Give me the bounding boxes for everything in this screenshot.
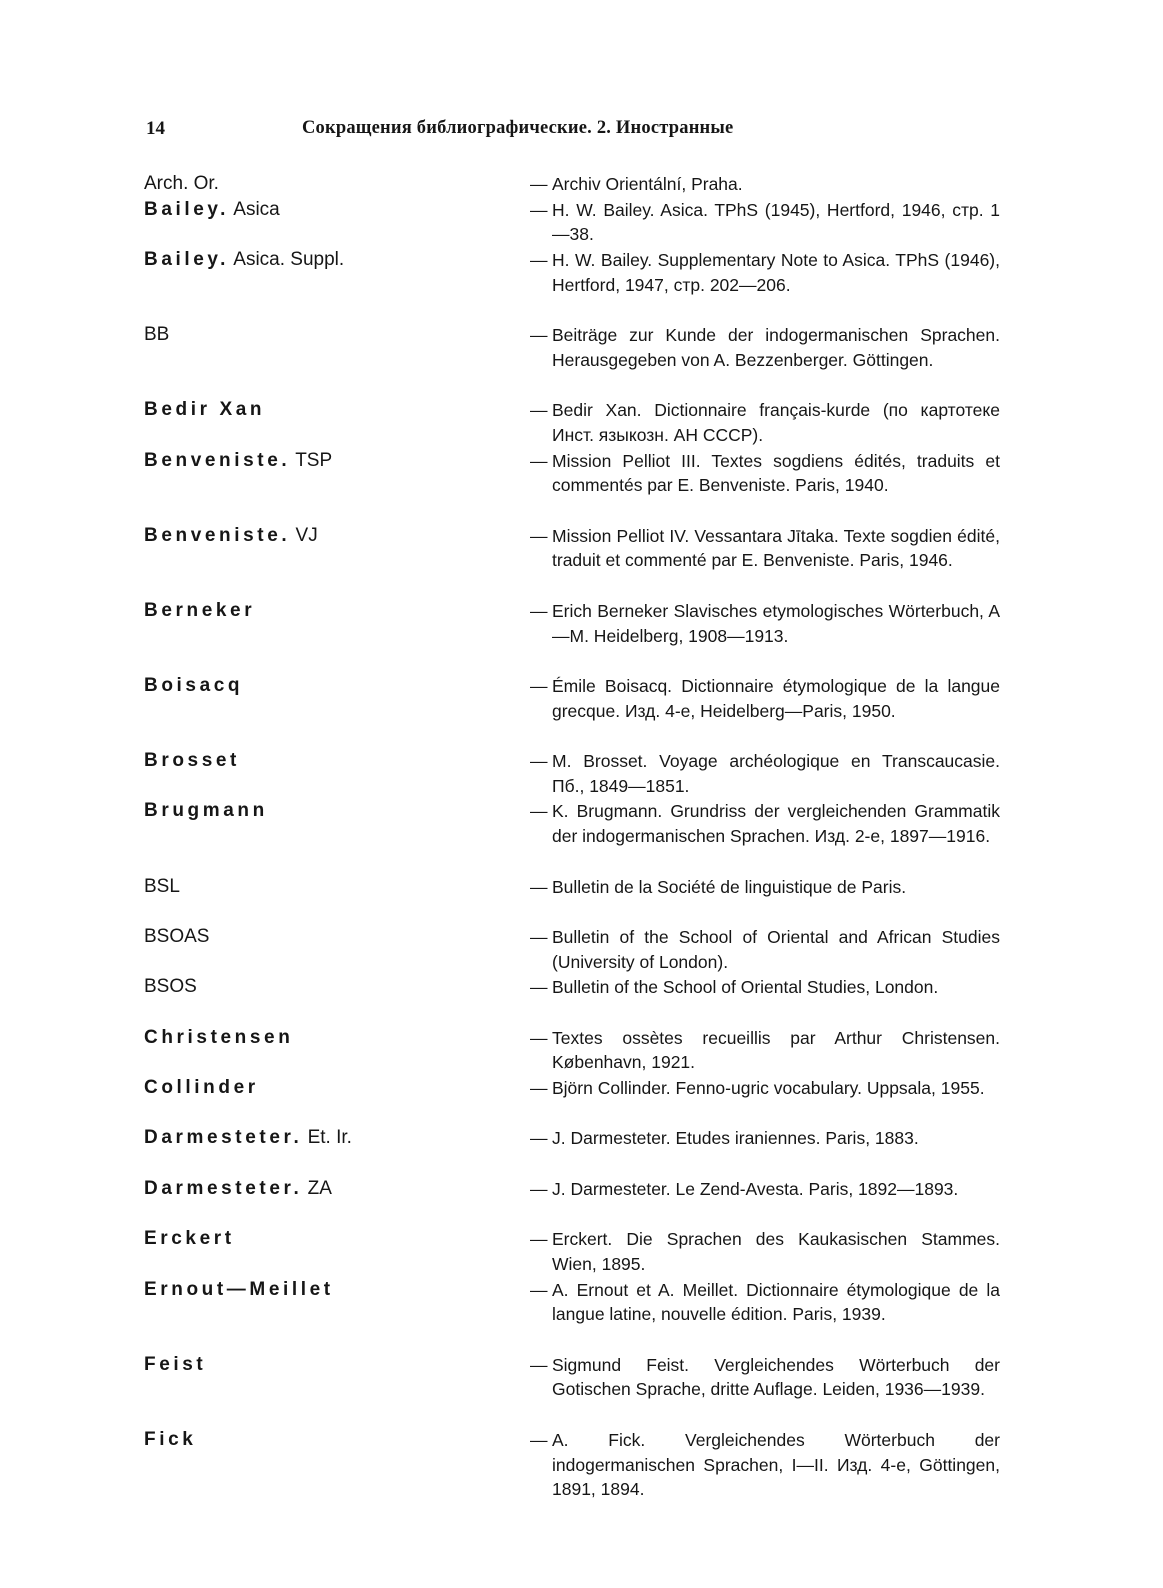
bibliography-entry — [0, 198, 1163, 247]
entry-abbreviation: Fick — [144, 1428, 197, 1450]
entry-definition: — Mission Pelliot IV. Vessantara Jītaka. Texte sogdien édité, traduit et commenté par E. Benveniste. Paris, 1946. — [530, 525, 1000, 571]
entry-abbreviation: Bailey. Asica. Suppl. — [144, 249, 345, 271]
entry-definition: — Beiträge zur Kunde der indogermanischen Sprachen. Herausgegeben von A. Bezzenberger. Göttingen. — [530, 325, 1000, 370]
bibliography-entry — [0, 1353, 1163, 1427]
entry-abbreviation: Bailey. Asica — [144, 198, 280, 220]
bibliography-entry — [0, 1076, 1163, 1125]
entry-definition: — H. W. Bailey. Supplementary Note to Asica. TPhS (1946), Hertford, 1947, стр. 202—206. — [530, 250, 1000, 295]
entry-abbreviation: Ernout—Meillet — [144, 1278, 334, 1300]
entry-definition: — Björn Collinder. Fenno-ugric vocabulary. Uppsala, 1955. — [530, 1078, 985, 1099]
entry-abbreviation: BB — [144, 324, 170, 346]
entry-definition: — Erckert. Die Sprachen des Kaukasischen Stammes. Wien, 1895. — [530, 1229, 1000, 1274]
entry-definition: — Bulletin de la Société de linguistique de Paris. — [530, 876, 907, 897]
entry-definition: — A. Fick. Vergleichendes Wörterbuch der indogermanischen Sprachen, I—II. Изд. 4-е, Göttingen, 1891, 1894. — [530, 1429, 1000, 1500]
entry-abbreviation: Erckert — [144, 1228, 235, 1250]
entry-abbreviation: BSOS — [144, 976, 197, 998]
entry-abbreviation: Brosset — [144, 750, 240, 772]
entry-abbreviation: Bedir Xan — [144, 399, 266, 421]
entry-definition: — M. Brosset. Voyage archéologique en Transcaucasie. Пб., 1849—1851. — [530, 751, 1000, 796]
entry-abbreviation: Darmesteter. ZA — [144, 1177, 332, 1199]
bibliography-entry — [0, 248, 1163, 322]
running-title: Сокращения библиографические. 2. Иностранные — [302, 118, 734, 138]
bibliography-entry — [0, 1428, 1163, 1502]
entry-definition: — Archiv Orientální, Praha. — [530, 174, 743, 194]
bibliography-list — [0, 172, 1163, 1503]
entry-definition: — J. Darmesteter. Le Zend-Avesta. Paris, 1892—1893. — [530, 1178, 959, 1199]
entry-definition: — Bedir Xan. Dictionnaire français-kurde (по картотеке Инст. языкозн. АН СССР). — [530, 400, 1000, 445]
entry-definition: — Mission Pelliot III. Textes sogdiens édités, traduits et commentés par E. Benveniste. Paris, 1940. — [530, 450, 1000, 496]
entry-abbreviation: Benveniste. TSP — [144, 449, 333, 471]
bibliography-entry — [0, 749, 1163, 798]
entry-abbreviation: Arch. Or. — [144, 173, 219, 194]
entry-definition: — Textes ossètes recueillis par Arthur Christensen. København, 1921. — [530, 1027, 1000, 1073]
entry-definition: — Émile Boisacq. Dictionnaire étymologique de la langue grecque. Изд. 4-е, Heidelberg—Paris, 1950. — [530, 675, 1000, 721]
entry-abbreviation: Darmesteter. Et. Ir. — [144, 1127, 352, 1149]
entry-abbreviation: Berneker — [144, 599, 256, 621]
entry-definition: — Sigmund Feist. Vergleichendes Wörterbuch der Gotischen Sprache, dritte Auflage. Leiden, 1936—1939. — [530, 1354, 1000, 1400]
bibliography-entry — [0, 925, 1163, 974]
bibliography-entry — [0, 449, 1163, 523]
bibliography-entry — [0, 1227, 1163, 1276]
entry-definition: — Erich Berneker Slavisches etymologisches Wörterbuch, A—M. Heidelberg, 1908—1913. — [530, 600, 1000, 646]
bibliography-entry — [0, 875, 1163, 924]
entry-definition: — K. Brugmann. Grundriss der vergleichenden Grammatik der indogermanischen Sprachen. Изд. 2-е, 1897—1916. — [530, 801, 1000, 847]
entry-abbreviation: Christensen — [144, 1026, 294, 1048]
entry-definition: — Bulletin of the School of Oriental and African Studies (University of London). — [530, 926, 1000, 972]
bibliography-entry — [0, 524, 1163, 598]
entry-abbreviation: Boisacq — [144, 674, 244, 696]
page-number: 14 — [146, 118, 165, 139]
bibliography-entry — [0, 1278, 1163, 1352]
bibliography-entry — [0, 674, 1163, 748]
bibliography-entry — [0, 599, 1163, 673]
entry-abbreviation: Collinder — [144, 1077, 259, 1099]
bibliography-entry — [0, 799, 1163, 873]
bibliography-entry — [0, 323, 1163, 397]
entry-abbreviation: BSOAS — [144, 925, 210, 947]
bibliography-entry — [0, 172, 1163, 197]
entry-definition: — Bulletin of the School of Oriental Studies, London. — [530, 977, 939, 998]
bibliography-entry — [0, 1126, 1163, 1175]
entry-abbreviation: Brugmann — [144, 800, 268, 822]
entry-abbreviation: BSL — [144, 875, 180, 897]
bibliography-entry — [0, 1177, 1163, 1226]
bibliography-entry — [0, 398, 1163, 447]
entry-definition: — H. W. Bailey. Asica. TPhS (1945), Hertford, 1946, стр. 1—38. — [530, 199, 1000, 245]
entry-definition: — J. Darmesteter. Etudes iraniennes. Paris, 1883. — [530, 1128, 919, 1149]
entry-abbreviation: Feist — [144, 1353, 207, 1375]
entry-abbreviation: Benveniste. VJ — [144, 524, 318, 546]
bibliography-entry — [0, 975, 1163, 1024]
entry-definition: — A. Ernout et A. Meillet. Dictionnaire étymologique de la langue latine, nouvelle édition. Paris, 1939. — [530, 1279, 1000, 1325]
bibliography-entry — [0, 1026, 1163, 1075]
